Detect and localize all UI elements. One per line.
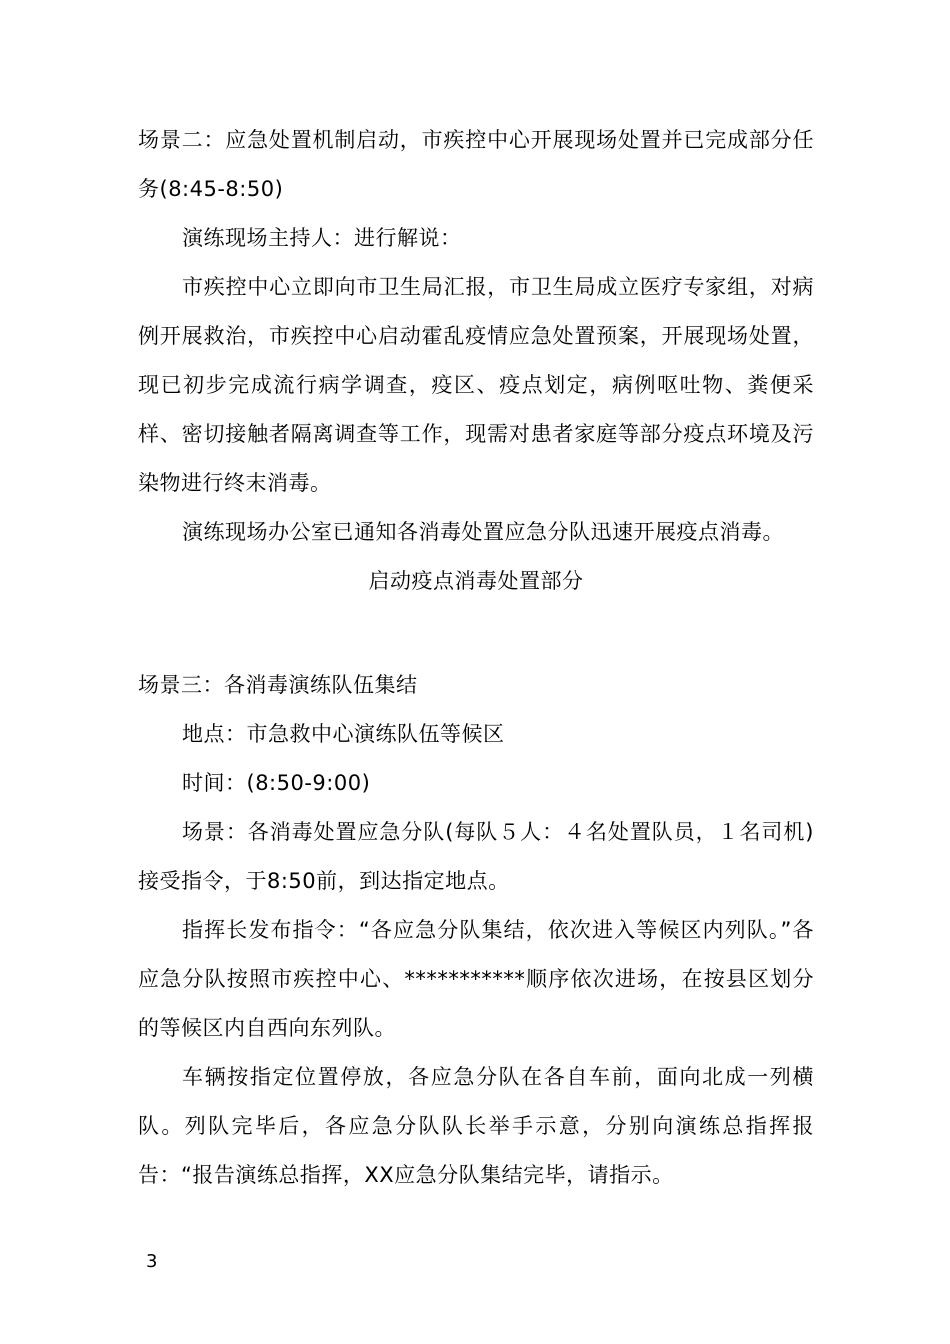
scene2-host-line: 演练现场主持人：进行解说： [182, 226, 462, 250]
section-title: 启动疫点消毒处置部分 [368, 569, 584, 593]
scene2-heading: 场景二：应急处置机制启动，市疾控中心开展现场处置并已完成部分任务(8:45-8:50) [138, 128, 814, 201]
scene3-time: 时间：(8:50-9:00) [182, 771, 371, 795]
scene3-scene: 场景：各消毒处置应急分队(每队５人：４名处置队员，１名司机)接受指令，于8:50前，到达指定地点。 [138, 820, 814, 893]
scene3-command: 指挥长发布指令：“各应急分队集结，依次进入等候区内列队。”各应急分队按照市疾控中心、***********顺序依次进场，在按县区划分的等候区内自西向东列队。 [138, 918, 814, 1040]
page-number: 3 [146, 1251, 158, 1272]
scene3-heading: 场景三：各消毒演练队伍集结 [138, 673, 418, 697]
scene3-location: 地点：市急救中心演练队伍等候区 [182, 722, 505, 746]
scene3-vehicles: 车辆按指定位置停放，各应急分队在各自车前，面向北成一列横队。列队完毕后，各应急分队队长举手示意，分别向演练总指挥报告：“报告演练总指挥，XX应急分队集结完毕，请指示。 [138, 1065, 814, 1187]
scene2-notice: 演练现场办公室已通知各消毒处置应急分队迅速开展疫点消毒。 [182, 520, 784, 544]
scene2-body: 市疾控中心立即向市卫生局汇报，市卫生局成立医疗专家组，对病例开展救治，市疾控中心启动霍乱疫情应急处置预案，开展现场处置，现已初步完成流行病学调查，疫区、疫点划定，病例呕吐物、粪便采样、密切接触者隔离调查等工作，现需对患者家庭等部分疫点环境及污染物进行终末消毒。 [138, 275, 814, 495]
